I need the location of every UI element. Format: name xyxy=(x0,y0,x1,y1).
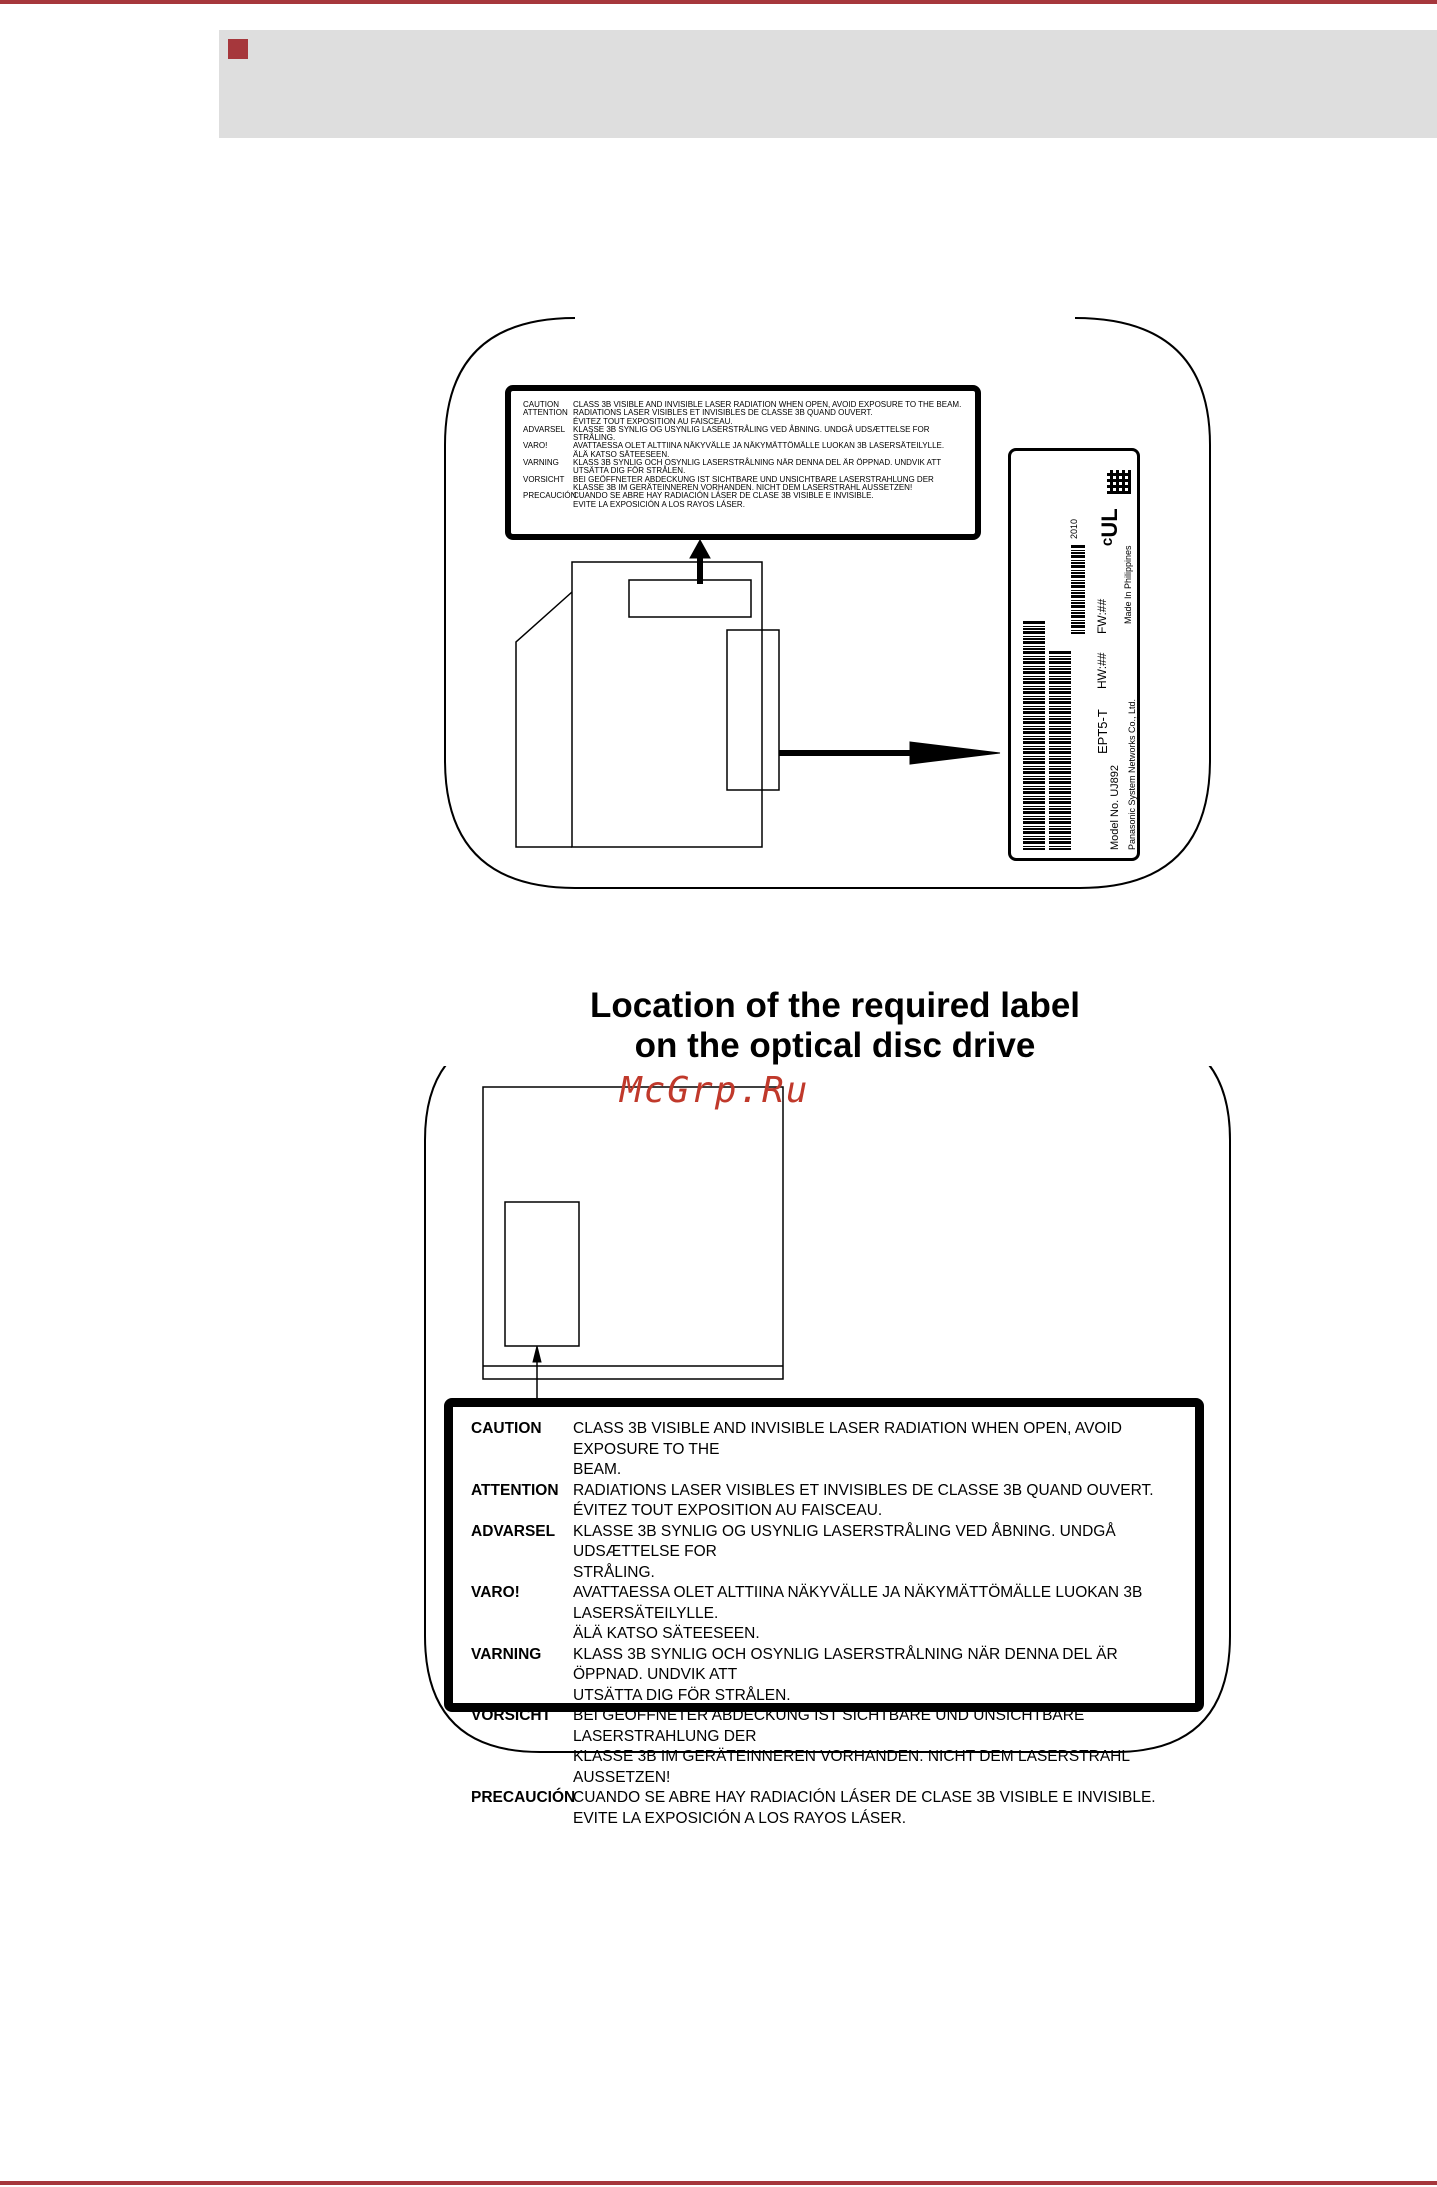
product-type: EPT5-T xyxy=(1095,709,1110,754)
bottom-rule xyxy=(0,2181,1437,2185)
small-key: VARNING xyxy=(523,458,559,468)
caution-row: ADVARSEL KLASSE 3B SYNLIG OG USYNLIG LASERSTRÅLING VED ÅBNING. UNDGÅ UDSÆTTELSE FOR STRÅLING. xyxy=(471,1522,1177,1584)
product-model: Model No. UJ892 xyxy=(1109,765,1121,850)
product-origin: Made In Philippines xyxy=(1123,545,1133,624)
qr-code-icon xyxy=(1107,470,1131,494)
top-arrows xyxy=(690,540,1000,764)
barcode-1 xyxy=(1023,620,1045,850)
caution-key: PRECAUCIÓN xyxy=(471,1789,576,1806)
small-key: VARO! xyxy=(523,441,548,451)
caution-row: PRECAUCIÓN CUANDO SE ABRE HAY RADIACIÓN LÁSER DE CLASE 3B VISIBLE E INVISIBLE. EVITE LA EXPOSICIÓN A LOS RAYOS LÁSER. xyxy=(471,1788,1177,1829)
caution-key: VARNING xyxy=(471,1645,542,1663)
small-caution-label: CAUTION CLASS 3B VISIBLE AND INVISIBLE LASER RADIATION WHEN OPEN, AVOID EXPOSURE TO THE BEAM. ATTENTION RADIATIONS LASER VISIBLES ET INVISIBLES DE CLASSE 3B QUAND OUVERT. ÉVITEZ TOUT EXPOSITION AU FAISCEAU. ADVARSEL KLASSE 3B SYNLIG OG USYNLIG LASERSTRÅLING VED ÅBNING. UNDGÅ UDSÆTTELSE FOR STRÅLING. VARO! AVATTAESSA OLET ALTTIINA NÄKYVÄLLE JA NÄKYMÄTTÖMÄLLE LUOKAN 3B LASERSÄTEILYLLE. ÄLÄ KATSO SÄTEESEEN. VARNING KLASS 3B SYNLIG OCH OSYNLIG LASERSTRÅLNING NÄR DENNA DEL ÄR ÖPPNAD. UNDVIK ATT UTSÄTTA DIG FÖR STRÅLEN. VORSICHT BEI GEÖFFNETER ABDECKUNG IST SICHTBARE UND UNSICHTBARE LASERSTRAHLUNG DER KLASSE 3B IM GERÄTEINNEREN VORHANDEN. NICHT DEM LASERSTRAHL AUSSETZEN! PRECAUCIÓN CUANDO SE ABRE HAY RADIACIÓN LÁSER DE CLASE 3B VISIBLE E INVISIBLE. EVITE LA EXPOSICIÓN A LOS RAYOS LÁSER. xyxy=(505,385,981,540)
caution-key: CAUTION xyxy=(471,1420,542,1437)
ul-mark-icon: ᶜUL xyxy=(1097,508,1122,546)
caution-row: ATTENTION RADIATIONS LASER VISIBLES ET INVISIBLES DE CLASSE 3B QUAND OUVERT. ÉVITEZ TOUT EXPOSITION AU FAISCEAU. xyxy=(471,1481,1177,1522)
product-label xyxy=(1008,448,1140,861)
small-key: VORSICHT xyxy=(523,474,565,484)
caution-key: ATTENTION xyxy=(471,1481,559,1499)
large-caution-label xyxy=(444,1398,1204,1827)
caption-line-2: on the optical disc drive xyxy=(420,1026,1250,1066)
product-fw: FW:## xyxy=(1095,598,1109,634)
small-key: PRECAUCIÓN xyxy=(523,491,577,501)
caution-row: VORSICHT BEI GEÖFFNETER ABDECKUNG IST SICHTBARE UND UNSICHTBARE LASERSTRAHLUNG DER KLASSE 3B IM GERÄTEINNEREN VORHANDEN. NICHT DEM LASERSTRAHL AUSSETZEN! xyxy=(471,1706,1177,1788)
product-maker: Panasonic System Networks Co., Ltd. xyxy=(1127,698,1137,850)
product-hw: HW:## xyxy=(1095,652,1109,689)
caution-row: CAUTION CLASS 3B VISIBLE AND INVISIBLE LASER RADIATION WHEN OPEN, AVOID EXPOSURE TO THE BEAM. xyxy=(471,1419,1177,1481)
barcode-2 xyxy=(1049,650,1071,850)
small-key: ADVARSEL xyxy=(523,424,566,434)
product-year: 2010 xyxy=(1069,518,1079,539)
caution-key: VORSICHT xyxy=(471,1707,552,1724)
caption-line-1: Location of the required label xyxy=(420,986,1250,1026)
caution-row: VARO! AVATTAESSA OLET ALTTIINA NÄKYVÄLLE JA NÄKYMÄTTÖMÄLLE LUOKAN 3B LASERSÄTEILYLLE. ÄLÄ KATSO SÄTEESEEN. xyxy=(471,1583,1177,1645)
caution-row: VARNING KLASS 3B SYNLIG OCH OSYNLIG LASERSTRÅLNING NÄR DENNA DEL ÄR ÖPPNAD. UNDVIK ATT UTSÄTTA DIG FÖR STRÅLEN. xyxy=(471,1645,1177,1707)
caution-key: VARO! xyxy=(471,1584,520,1601)
top-drive-outline xyxy=(516,562,779,847)
bottom-arrow xyxy=(533,1346,541,1398)
watermark: McGrp.Ru xyxy=(620,1070,810,1111)
barcode-3 xyxy=(1071,544,1085,634)
small-key: ATTENTION xyxy=(523,408,568,418)
caution-key: ADVARSEL xyxy=(471,1522,556,1540)
small-key: CAUTION xyxy=(523,400,559,409)
bottom-drive-outline xyxy=(483,1087,783,1379)
label-location-caption xyxy=(420,986,1250,1066)
